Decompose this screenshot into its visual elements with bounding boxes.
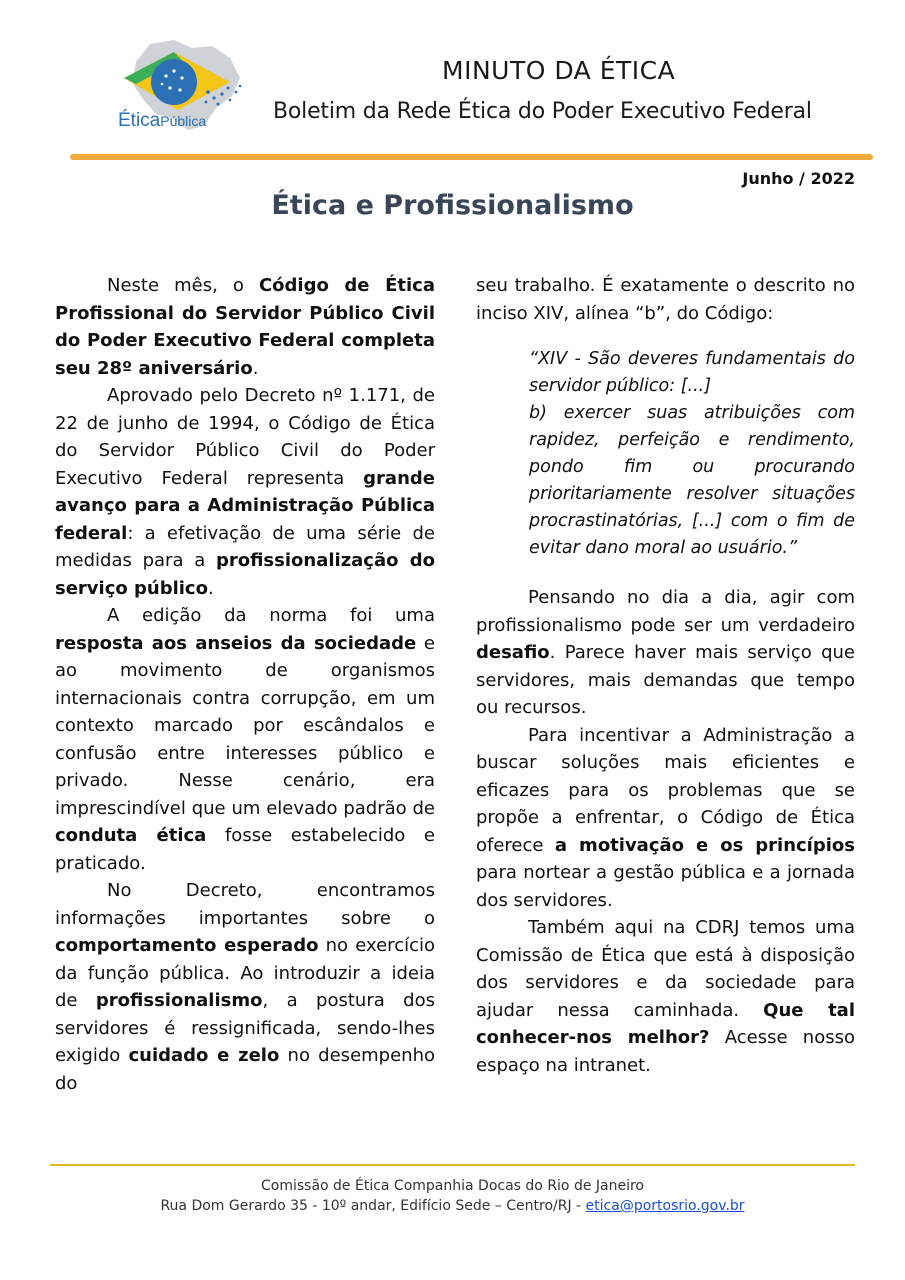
- quote-line-2: b) exercer suas atribuições com rapidez, perfeição e rendimento, pondo fim ou procurando prioritariamente resolver situações procrastinatórias, [...] com o fim de evitar dano moral ao usuário.”: [529, 403, 855, 558]
- footer-organization: Comissão de Ética Companhia Docas do Rio de Janeiro: [260, 1178, 644, 1194]
- bulletin-subtitle: Boletim da Rede Ética do Poder Executivo Federal: [273, 99, 812, 124]
- logo-text-publica: Pública: [160, 113, 207, 129]
- logo-text: [118, 110, 206, 132]
- header-divider: [70, 154, 873, 160]
- paragraph-continuation: seu trabalho. É exatamente o descrito no inciso XIV, alínea “b”, do Código:: [476, 275, 855, 324]
- paragraph-4: No Decreto, encontramos informações importantes sobre o comportamento esperado no exercício da função pública. Ao introduzir a ideia de profissionalismo, a postura dos servidores é ressignificada, sendo-lhes exigido cuidado e zelo no desempenho do: [55, 880, 436, 1094]
- article-title: Ética e Profissionalismo: [271, 190, 634, 221]
- paragraph-3: A edição da norma foi uma resposta aos anseios da sociedade e ao movimento de organismos internacionais contra corrupção, em um contexto marcado por escândalos e confusão entre interesses público e privado. Nesse cenário, era imprescindível que um elevado padrão de conduta ética fosse estabelecido e praticado.: [55, 605, 435, 874]
- footer-email-link[interactable]: etica@portosrio.gov.br: [585, 1198, 745, 1214]
- paragraph-2: Aprovado pelo Decreto nº 1.171, de 22 de junho de 1994, o Código de Ética do Servidor Público Civil do Poder Executivo Federal representa grande avanço para a Administração Pública federal: a efetivação de uma série de medidas para a profissionalização do serviço público.: [55, 385, 436, 599]
- footer-divider: [50, 1164, 855, 1166]
- logo-text-etica: Ética: [118, 110, 161, 131]
- quote-line-1: “XIV - São deveres fundamentais do servidor público: [...]: [529, 349, 855, 396]
- bulletin-title: MINUTO DA ÉTICA: [442, 56, 676, 85]
- code-quote: [529, 346, 855, 562]
- logo-globe: [151, 59, 197, 105]
- paragraph-7: Também aqui na CDRJ temos uma Comissão de Ética que está à disposição dos servidores e da sociedade para ajudar nessa caminhada. Que tal conhecer-nos melhor? Acesse nosso espaço na intranet.: [476, 917, 855, 1076]
- paragraph-1: Neste mês, o Código de Ética Profissional do Servidor Público Civil do Poder Executivo Federal completa seu 28º aniversário.: [55, 275, 435, 379]
- footer-address: [0, 1198, 905, 1214]
- paragraph-5: Pensando no dia a dia, agir com profissionalismo pode ser um verdadeiro desafio. Parece haver mais serviço que servidores, mais demandas que tempo ou recursos.: [476, 587, 855, 718]
- issue-date: Junho / 2022: [742, 169, 855, 188]
- paragraph-6: Para incentivar a Administração a buscar soluções mais eficientes e eficazes para os problemas que se propõe a enfrentar, o Código de Ética oferece a motivação e os princípios para nortear a gestão pública e a jornada dos servidores.: [476, 724, 855, 911]
- right-column: [476, 272, 855, 1079]
- footer-address-text: Rua Dom Gerardo 35 - 10º andar, Edifício Sede – Centro/RJ -: [160, 1198, 586, 1214]
- left-column: [55, 272, 435, 1097]
